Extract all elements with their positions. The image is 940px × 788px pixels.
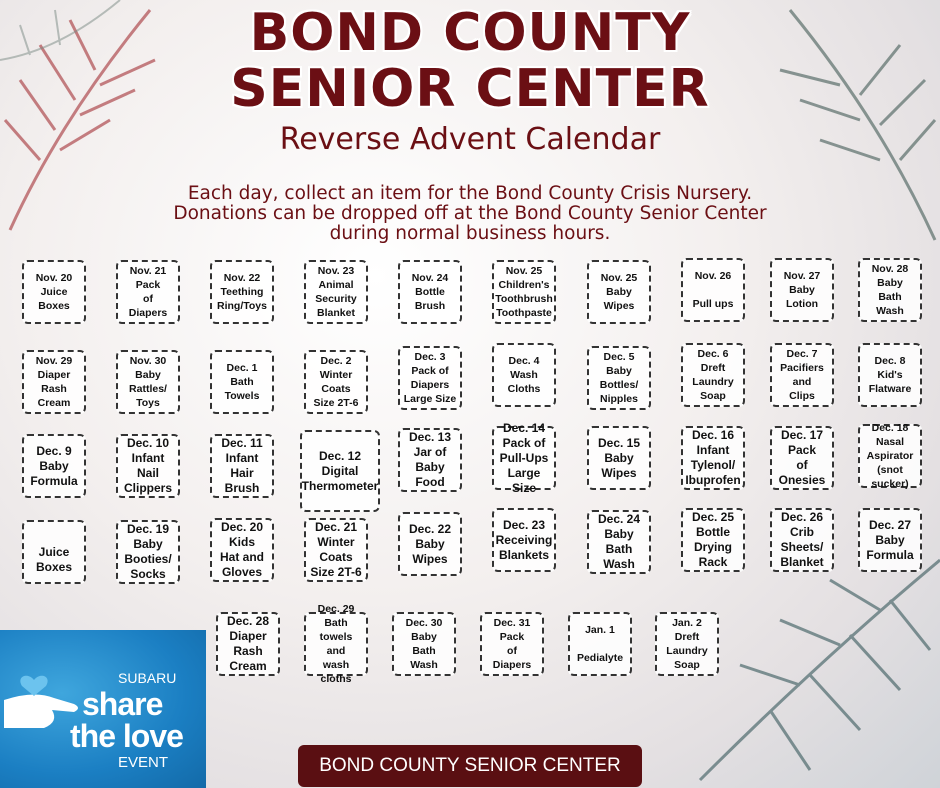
event-text: EVENT [118, 754, 169, 771]
calendar-day-dec-25: Dec. 25 Bottle Drying Rack [681, 508, 745, 572]
calendar-day-nov-28: Nov. 28 Baby Bath Wash [858, 258, 922, 322]
title-line-1: BOND COUNTY [249, 3, 691, 63]
calendar-day-nov-30: Nov. 30 Baby Rattles/ Toys [116, 350, 180, 414]
calendar-day-nov-27: Nov. 27 Baby Lotion [770, 258, 834, 322]
subaru-share-the-love-logo [0, 630, 206, 788]
calendar-day-dec-2: Dec. 2 Winter Coats Size 2T-6 [304, 350, 368, 414]
calendar-day-dec-27: Dec. 27 Baby Formula [858, 508, 922, 572]
calendar-day-nov-25-b: Nov. 25 Baby Wipes [587, 260, 651, 324]
calendar-day-dec-30: Dec. 30 Baby Bath Wash [392, 612, 456, 676]
calendar-day-dec-29: Dec. 29 Bath towels and wash cloths [304, 612, 368, 676]
calendar-day-nov-24: Nov. 24 Bottle Brush [398, 260, 462, 324]
calendar-day-dec-31: Dec. 31 Pack of Diapers [480, 612, 544, 676]
calendar-day-dec-17: Dec. 17 Pack of Onesies [770, 426, 834, 490]
intro-text [90, 184, 850, 244]
calendar-day-nov-29: Nov. 29 Diaper Rash Cream [22, 350, 86, 414]
calendar-day-nov-21: Nov. 21 Pack of Diapers [116, 260, 180, 324]
footer-banner: BOND COUNTY SENIOR CENTER [298, 745, 642, 787]
calendar-day-dec-20: Dec. 20 Kids Hat and Gloves [210, 518, 274, 582]
calendar-day-dec-19: Dec. 19 Baby Booties/ Socks [116, 520, 180, 584]
calendar-day-jan-2: Jan. 2 Dreft Laundry Soap [655, 612, 719, 676]
calendar-day-dec-1: Dec. 1 Bath Towels [210, 350, 274, 414]
calendar-day-dec-5: Dec. 5 Baby Bottles/ Nipples [587, 346, 651, 410]
calendar-day-juice-boxes: Juice Boxes [22, 520, 86, 584]
calendar-day-dec-14: Dec. 14 Pack of Pull-Ups Large Size [492, 426, 556, 490]
calendar-day-dec-21: Dec. 21 Winter Coats Size 2T-6 [304, 518, 368, 582]
share-text: share [82, 686, 163, 722]
calendar-day-jan-1: Jan. 1 Pedialyte [568, 612, 632, 676]
subaru-brand-text: SUBARU [118, 670, 177, 686]
calendar-day-dec-7: Dec. 7 Pacifiers and Clips [770, 343, 834, 407]
calendar-day-dec-8: Dec. 8 Kid's Flatware [858, 343, 922, 407]
calendar-day-dec-11: Dec. 11 Infant Hair Brush [210, 434, 274, 498]
calendar-day-dec-26: Dec. 26 Crib Sheets/ Blanket [770, 508, 834, 572]
calendar-day-dec-15: Dec. 15 Baby Wipes [587, 426, 651, 490]
calendar-day-dec-4: Dec. 4 Wash Cloths [492, 343, 556, 407]
calendar-day-dec-10: Dec. 10 Infant Nail Clippers [116, 434, 180, 498]
calendar-day-nov-23: Nov. 23 Animal Security Blanket [304, 260, 368, 324]
calendar-day-dec-13: Dec. 13 Jar of Baby Food [398, 428, 462, 492]
calendar-day-dec-18: Dec. 18 Nasal Aspirator (snot sucker) [858, 424, 922, 488]
calendar-day-dec-6: Dec. 6 Dreft Laundry Soap [681, 343, 745, 407]
calendar-day-dec-24: Dec. 24 Baby Bath Wash [587, 510, 651, 574]
calendar-day-dec-22: Dec. 22 Baby Wipes [398, 512, 462, 576]
calendar-day-dec-16: Dec. 16 Infant Tylenol/ Ibuprofen [681, 426, 745, 490]
calendar-day-dec-28: Dec. 28 Diaper Rash Cream [216, 612, 280, 676]
intro-line-2: Donations can be dropped off at the Bond County Senior Center [173, 203, 767, 224]
calendar-day-nov-25-a: Nov. 25 Children's Toothbrush Toothpaste [492, 260, 556, 324]
calendar-day-nov-26: Nov. 26 Pull ups [681, 258, 745, 322]
subtitle: Reverse Advent Calendar [279, 122, 661, 157]
intro-line-3: during normal business hours. [329, 223, 611, 244]
calendar-day-nov-20: Nov. 20 Juice Boxes [22, 260, 86, 324]
calendar-day-dec-23: Dec. 23 Receiving Blankets [492, 508, 556, 572]
calendar-day-dec-12: Dec. 12 Digital Thermometer [300, 430, 380, 512]
calendar-day-dec-9: Dec. 9 Baby Formula [22, 434, 86, 498]
title-line-2: SENIOR CENTER [230, 59, 710, 119]
calendar-day-nov-22: Nov. 22 Teething Ring/Toys [210, 260, 274, 324]
calendar-day-dec-3: Dec. 3 Pack of Diapers Large Size [398, 346, 462, 410]
the-love-text: the love [70, 718, 183, 754]
intro-line-1: Each day, collect an item for the Bond County Crisis Nursery. [187, 183, 753, 204]
